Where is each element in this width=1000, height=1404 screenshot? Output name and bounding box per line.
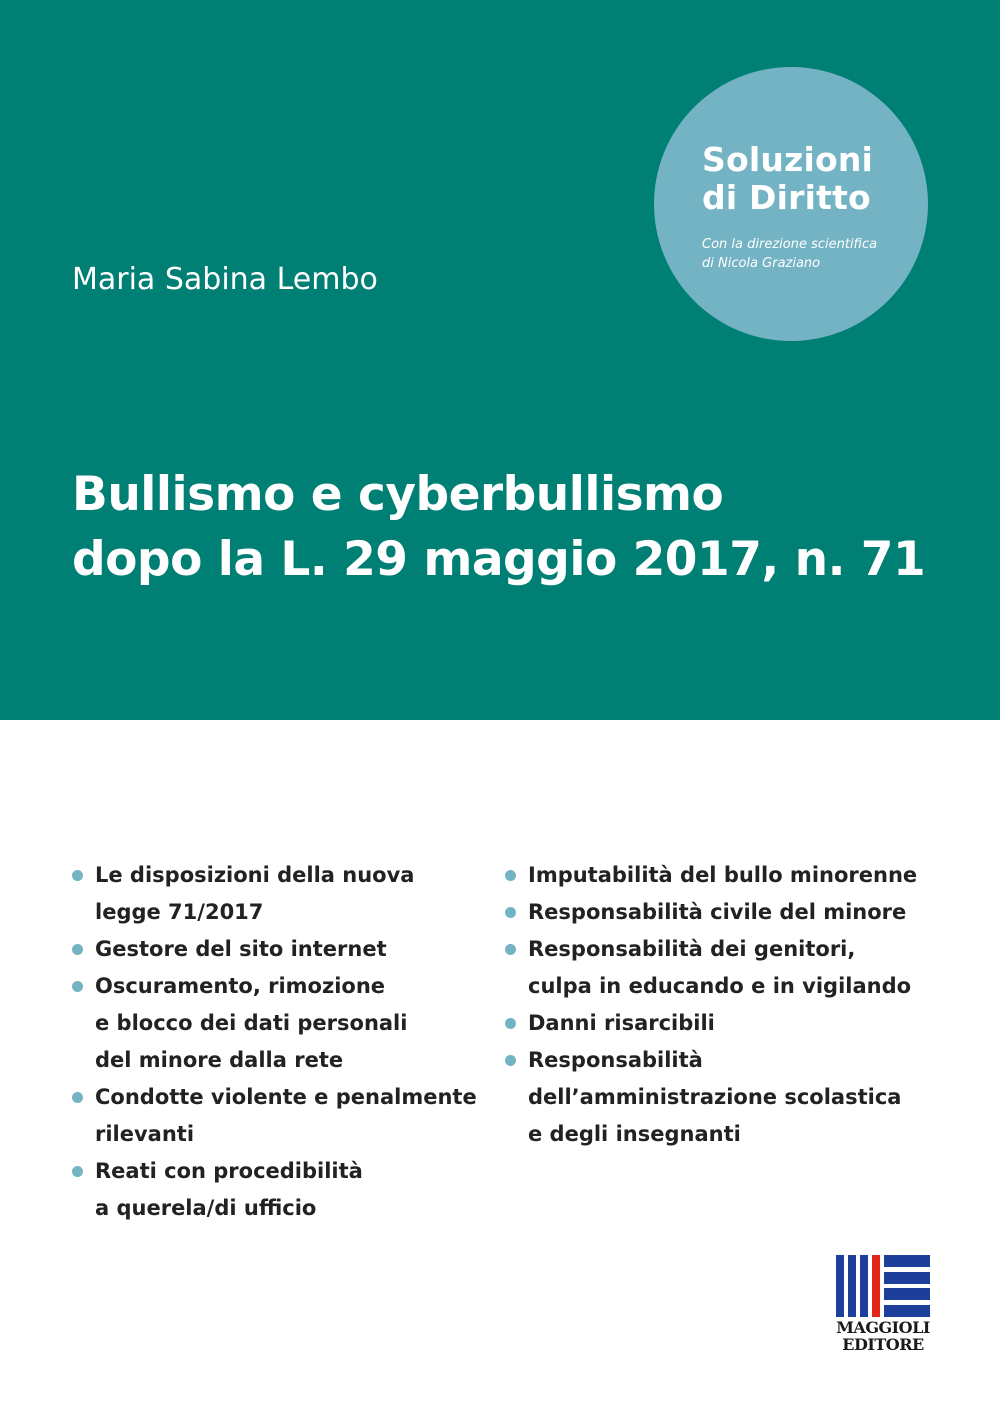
bullet-dot-icon bbox=[505, 944, 516, 955]
series-credit-line: di Nicola Graziano bbox=[702, 256, 821, 271]
author-name: Maria Sabina Lembo bbox=[72, 262, 378, 297]
book-title bbox=[72, 462, 925, 592]
series-credit bbox=[702, 235, 877, 273]
topic-item bbox=[505, 857, 935, 894]
topic-line: a querela/di ufficio bbox=[95, 1196, 317, 1220]
bullet-dot-icon bbox=[72, 944, 83, 955]
topic-item bbox=[505, 1042, 935, 1153]
topic-item bbox=[72, 968, 472, 1079]
topic-line: dell’amministrazione scolastica bbox=[528, 1085, 902, 1109]
topic-item bbox=[72, 931, 472, 968]
topic-line: Responsabilità bbox=[528, 1048, 703, 1072]
book-title-line: dopo la L. 29 maggio 2017, n. 71 bbox=[72, 532, 926, 587]
topic-line: Oscuramento, rimozione bbox=[95, 974, 386, 998]
topic-item bbox=[505, 1005, 935, 1042]
topic-item bbox=[505, 894, 935, 931]
topic-line: legge 71/2017 bbox=[95, 900, 264, 924]
series-badge bbox=[654, 67, 928, 341]
topic-line: del minore dalla rete bbox=[95, 1048, 344, 1072]
series-title-line: Soluzioni bbox=[702, 140, 874, 179]
bullet-dot-icon bbox=[72, 1092, 83, 1103]
topic-line: culpa in educando e in vigilando bbox=[528, 974, 912, 998]
publisher-name-line: MAGGIOLI bbox=[836, 1318, 930, 1337]
book-title-line: Bullismo e cyberbullismo bbox=[72, 467, 724, 522]
bullet-dot-icon bbox=[72, 981, 83, 992]
topic-line: Responsabilità civile del minore bbox=[528, 900, 907, 924]
series-title bbox=[702, 141, 873, 217]
series-title-line: di Diritto bbox=[702, 178, 871, 217]
topic-list-right bbox=[505, 857, 935, 1153]
topic-list-left bbox=[72, 857, 477, 1227]
topic-item bbox=[72, 1153, 472, 1227]
topic-line: Reati con procedibilità bbox=[95, 1159, 363, 1183]
bullet-dot-icon bbox=[72, 1166, 83, 1177]
topic-line: Responsabilità dei genitori, bbox=[528, 937, 856, 961]
topic-line: Imputabilità del bullo minorenne bbox=[528, 863, 918, 887]
publisher-logo bbox=[836, 1255, 930, 1353]
publisher-logo-mark bbox=[836, 1255, 930, 1317]
topic-item bbox=[505, 931, 935, 1005]
bullet-dot-icon bbox=[505, 1055, 516, 1066]
bullet-dot-icon bbox=[505, 1018, 516, 1029]
publisher-name-line: EDITORE bbox=[842, 1335, 924, 1354]
topic-line: Danni risarcibili bbox=[528, 1011, 715, 1035]
bullet-dot-icon bbox=[505, 907, 516, 918]
topic-line: e blocco dei dati personali bbox=[95, 1011, 408, 1035]
topic-line: rilevanti bbox=[95, 1122, 195, 1146]
series-credit-line: Con la direzione scientifica bbox=[702, 237, 878, 252]
topic-item bbox=[72, 1079, 477, 1153]
topic-line: Gestore del sito internet bbox=[95, 937, 387, 961]
bullet-dot-icon bbox=[72, 870, 83, 881]
topic-item bbox=[72, 857, 472, 931]
topic-line: e degli insegnanti bbox=[528, 1122, 741, 1146]
topic-line: Condotte violente e penalmente bbox=[95, 1085, 477, 1109]
topic-line: Le disposizioni della nuova bbox=[95, 863, 415, 887]
bullet-dot-icon bbox=[505, 870, 516, 881]
publisher-name bbox=[836, 1319, 930, 1353]
